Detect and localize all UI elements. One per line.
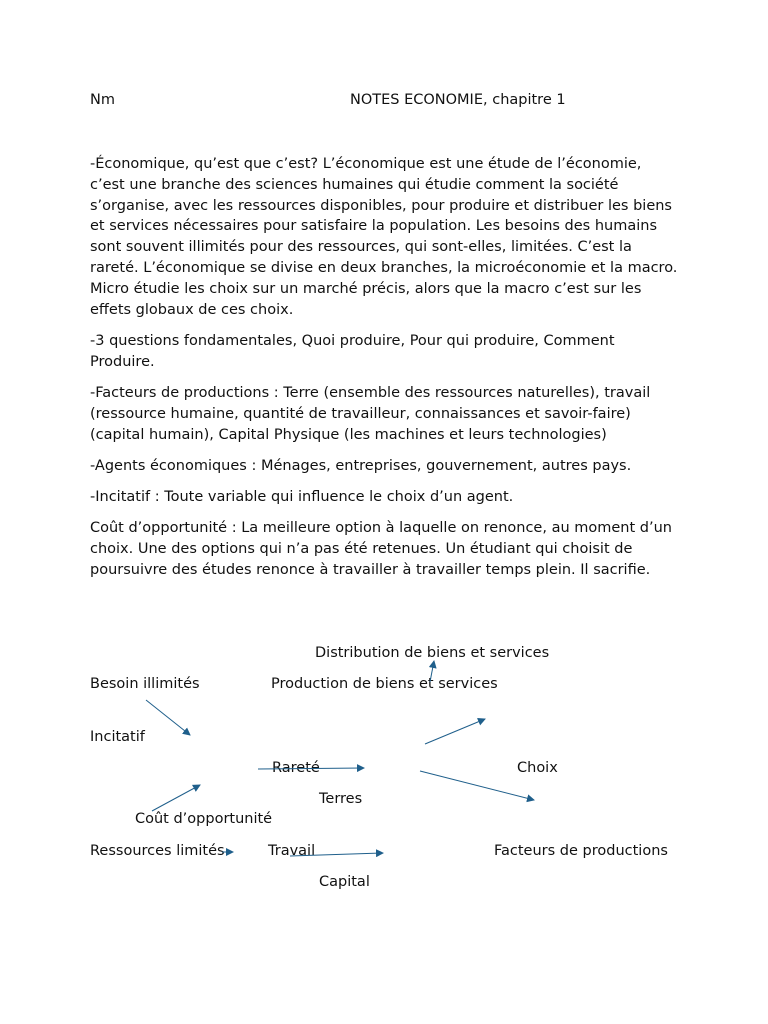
label-facteurs-productions: Facteurs de productions: [494, 843, 668, 859]
paragraph-facteurs: -Facteurs de productions : Terre (ensemble des ressources naturelles), travail (ressource humaine, quantité de travailleur, connaissances et savoir-faire) (capital humain), Capital Physique (les machines et leurs technologies): [90, 384, 651, 443]
paragraph-economique: -Économique, qu’est que c’est? L’économique est une étude de l’économie, c’est une branche des sciences humaines qui étudie comment la société s’organise, avec les ressources disponibles, pour produire et distribuer les biens et services nécessaires pour satisfaire la population. Les besoins des humains sont souvent illimités pour des ressources, qui sont-elles, limitées. C’est la rareté. L’économique se divise en deux branches, la microéconomie et la macro. Micro étudie les choix sur un marché précis, alors que la macro c’est sur les effets globaux de ces choix.: [90, 156, 678, 318]
paragraph-questions: -3 questions fondamentales, Quoi produire, Pour qui produire, Comment Produire.: [90, 332, 615, 370]
label-capital: Capital: [319, 874, 370, 890]
paragraph-incitatif: -Incitatif : Toute variable qui influence le choix d’un agent.: [90, 489, 514, 506]
arrow-besoin-to-rarete: [146, 700, 190, 735]
arrow-to-production: [425, 719, 485, 744]
paragraph-agents: -Agents économiques : Ménages, entreprises, gouvernement, autres pays.: [90, 457, 632, 474]
label-production: Production de biens et services: [271, 676, 498, 692]
label-ressources-limites: Ressources limités: [90, 843, 225, 859]
label-distribution: Distribution de biens et services: [315, 645, 550, 661]
paragraph-cout-opportunite: Coût d’opportunité : La meilleure option à laquelle on renonce, au moment d’un choix. Une des options qui n’a pas été retenues. Un étudiant qui choisit de poursuivre des études renonce à travailler à travailler temps plein. Il sacrifie.: [90, 520, 672, 579]
label-incitatif: Incitatif: [90, 729, 145, 745]
page-title: NOTES ECONOMIE, chapitre 1: [350, 92, 566, 108]
label-cout-opportunite: Coût d’opportunité: [135, 811, 273, 827]
label-choix: Choix: [517, 760, 558, 776]
label-rarete: Rareté: [272, 760, 320, 776]
author-name: Nm: [90, 92, 115, 108]
label-besoin-illimites: Besoin illimités: [90, 676, 200, 692]
arrow-to-facteurs: [420, 771, 534, 800]
label-terres: Terres: [319, 791, 363, 807]
arrow-production-to-distribution: [430, 661, 434, 682]
arrow-travail-right: [290, 853, 383, 856]
arrow-cout-to-rarete: [152, 785, 200, 811]
label-travail: Travail: [268, 843, 316, 859]
arrow-rarete-right: [258, 768, 364, 769]
